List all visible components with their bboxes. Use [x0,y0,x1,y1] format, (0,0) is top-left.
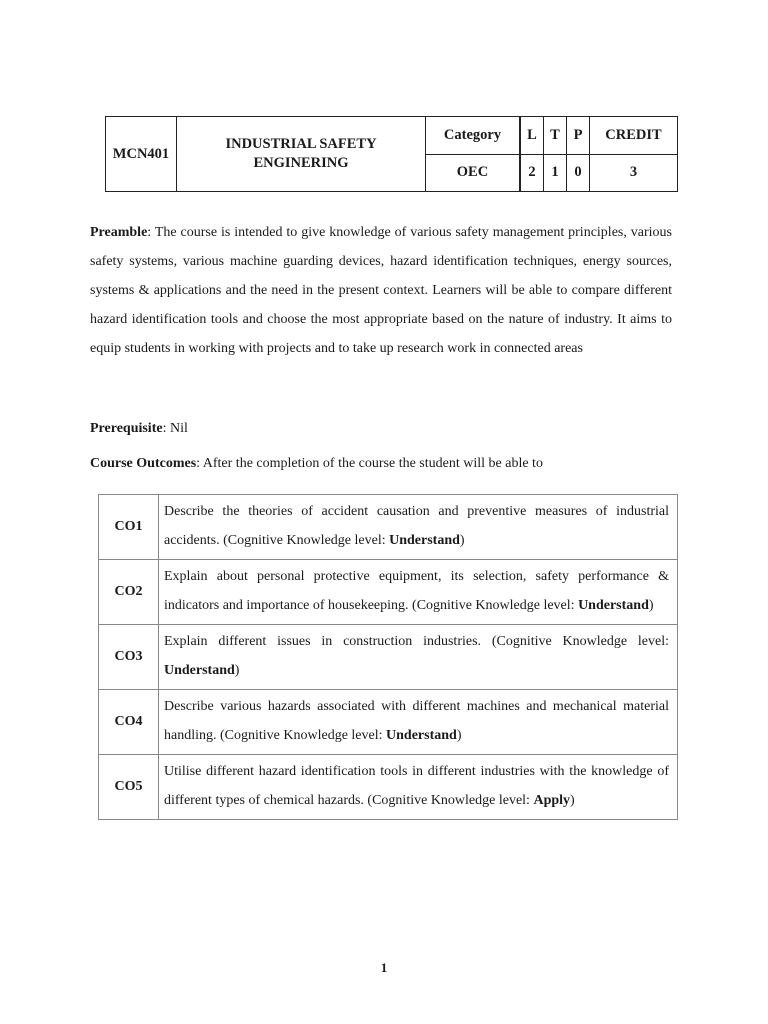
co-level: Understand [389,533,460,548]
course-header-table [105,116,678,192]
table-row [99,755,678,820]
course-title-line2: ENGINERING [253,155,349,171]
co-close: ) [459,533,465,548]
co-description [159,755,678,820]
co-code: CO2 [99,560,159,625]
course-title-line1: INDUSTRIAL SAFETY [225,136,377,152]
t-value: 1 [544,154,567,192]
page-number: 1 [380,960,388,975]
table-row [99,625,678,690]
course-outcomes-text: : After the completion of the course the student will be able to [196,456,543,471]
course-code: MCN401 [106,117,177,192]
preamble-text: : The course is intended to give knowledge of various safety management principles, various safety systems, various machine guarding devices, hazard identification techniques, energy sources, systems & applications and the need in the present context. Learners will be able to compare different hazard identification tools and choose the most appropriate based on the nature of industry. It aims to equip students in working with projects and to take up research work in connected areas [90,225,672,356]
l-label: L [520,117,544,155]
t-label: T [544,117,567,155]
p-value: 0 [567,154,590,192]
category-label: Category [426,117,521,155]
preamble-label: Preamble [90,225,148,240]
credit-label: CREDIT [590,117,678,155]
course-outcomes-table [98,494,678,820]
co-text: Utilise different hazard identification tools in different industries with the knowledge of different types of chemical hazards. (Cognitive Knowledge level: [164,764,669,808]
co-text: Explain different issues in construction industries. (Cognitive Knowledge level: [164,634,669,649]
co-description [159,690,678,755]
co-code: CO5 [99,755,159,820]
co-description [159,495,678,560]
l-value: 2 [520,154,544,192]
co-level: Understand [386,728,457,743]
table-row [99,495,678,560]
co-close: ) [456,728,462,743]
co-close: ) [570,793,575,808]
co-code: CO1 [99,495,159,560]
co-level: Apply [533,793,571,808]
co-level: Understand [578,598,649,613]
co-level: Understand [164,663,235,678]
preamble-paragraph [90,218,672,363]
co-description [159,560,678,625]
category-value: OEC [426,154,521,192]
co-close: ) [648,598,654,613]
prerequisite-text: : Nil [162,421,188,436]
course-outcomes-intro [90,456,543,472]
prerequisite-label: Prerequisite [90,421,163,436]
co-code: CO3 [99,625,159,690]
prerequisite-line [90,421,188,437]
credit-value: 3 [590,154,678,192]
p-label: P [567,117,590,155]
co-description [159,625,678,690]
course-outcomes-label: Course Outcomes [90,456,197,471]
table-row [99,560,678,625]
co-text: Explain about personal protective equipment, its selection, safety performance & indicators and importance of housekeeping. (Cognitive Knowledge level: [164,569,669,613]
co-text: Describe the theories of accident causation and preventive measures of industrial accidents. (Cognitive Knowledge level: [164,504,669,548]
co-close: ) [234,663,240,678]
co-text: Describe various hazards associated with different machines and mechanical material handling. (Cognitive Knowledge level: [164,699,669,743]
course-title [177,117,426,192]
table-row [99,690,678,755]
co-code: CO4 [99,690,159,755]
